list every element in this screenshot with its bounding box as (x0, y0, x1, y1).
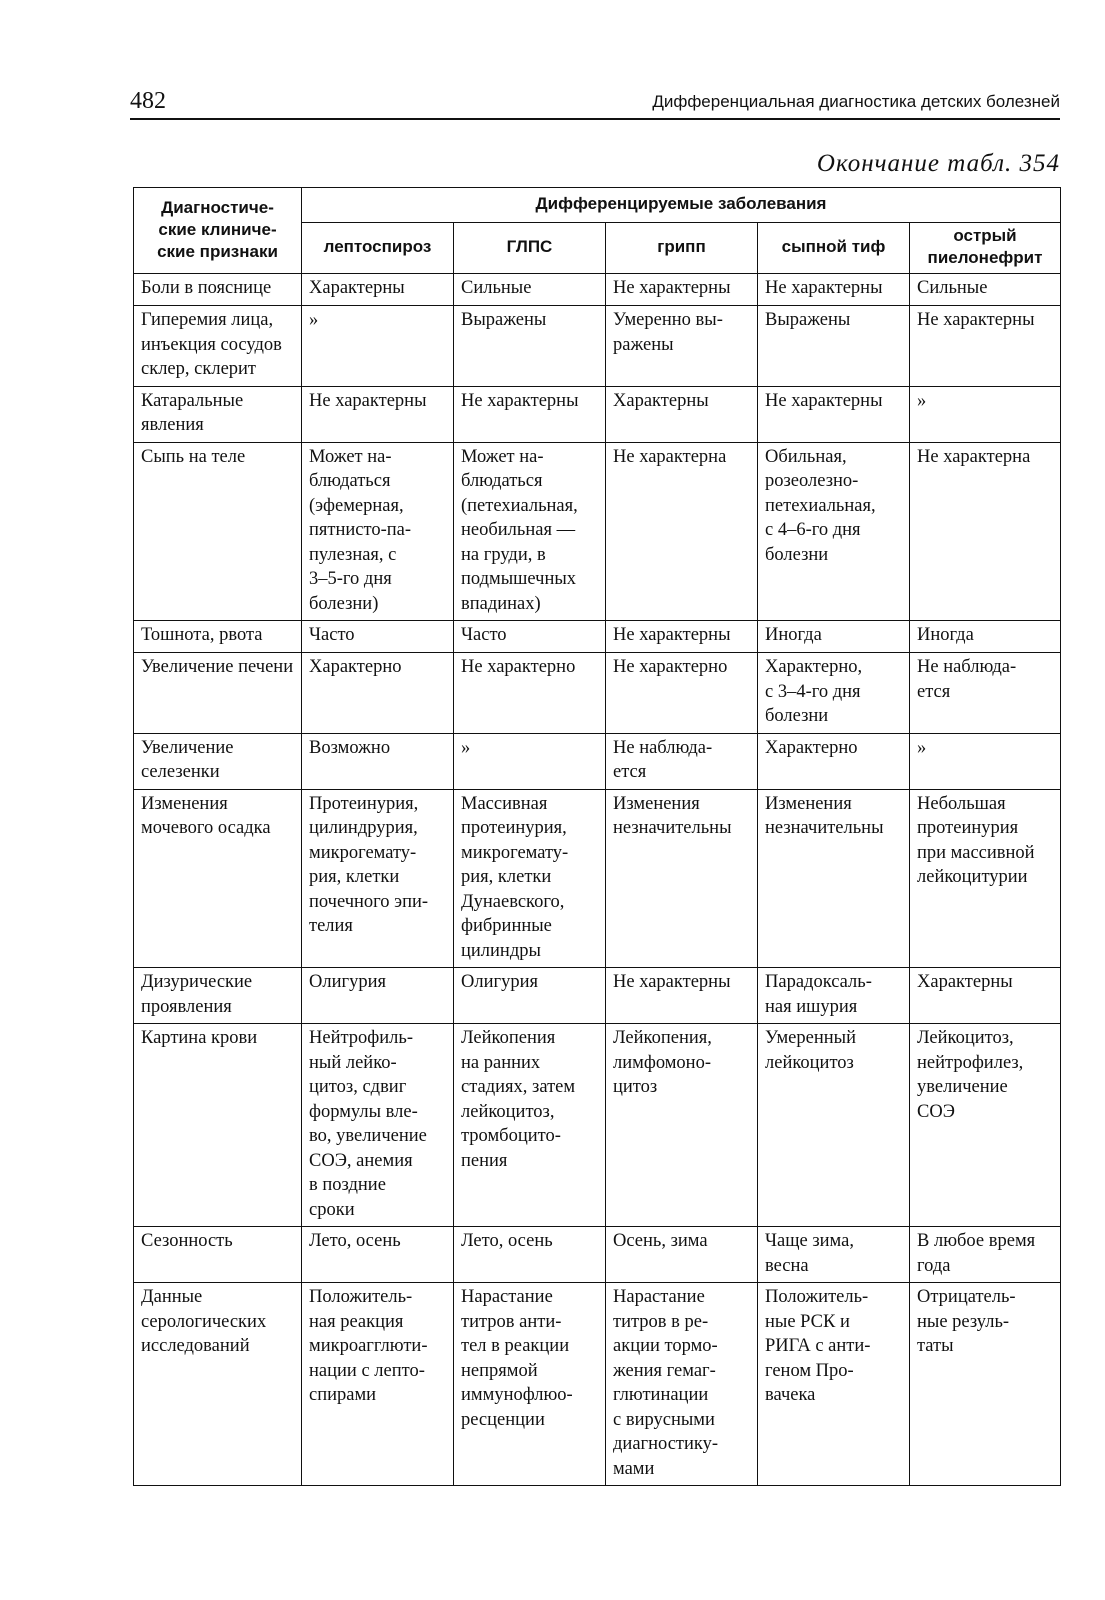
table-body (134, 274, 1061, 1486)
value-cell: Лето, осень (454, 1227, 606, 1283)
value-cell: Изменения незначительны (758, 789, 910, 968)
table-row (134, 733, 1061, 789)
differential-table (133, 187, 1061, 1486)
sign-cell: Данные серологических исследований (134, 1283, 302, 1486)
value-cell: Характерны (910, 968, 1061, 1024)
value-cell: Возможно (302, 733, 454, 789)
sign-cell: Сыпь на теле (134, 442, 302, 621)
table-row (134, 1283, 1061, 1486)
sign-cell: Увеличение печени (134, 653, 302, 734)
sign-cell: Боли в пояснице (134, 274, 302, 306)
value-cell: Не характерны (454, 386, 606, 442)
value-cell: Лейкопения, лимфомоно- цитоз (606, 1024, 758, 1227)
value-cell: Положитель- ные РСК и РИГА с анти- геном Про- вачека (758, 1283, 910, 1486)
sign-cell: Катаральные явления (134, 386, 302, 442)
value-cell: Осень, зима (606, 1227, 758, 1283)
header-rule (130, 118, 1060, 120)
table-row (134, 386, 1061, 442)
value-cell: » (302, 306, 454, 387)
value-cell: Не наблюда- ется (606, 733, 758, 789)
header-disease: грипп (606, 223, 758, 274)
value-cell: Не характерно (454, 653, 606, 734)
value-cell: Лейкопения на ранних стадиях, затем лейкоцитоз, тромбоцито- пения (454, 1024, 606, 1227)
value-cell: Небольшая протеинурия при массивной лейкоцитурии (910, 789, 1061, 968)
header-disease: острый пиелонефрит (910, 223, 1061, 274)
value-cell: Отрицатель- ные резуль- таты (910, 1283, 1061, 1486)
value-cell: Часто (454, 621, 606, 653)
value-cell: Изменения незначительны (606, 789, 758, 968)
value-cell: Умеренно вы- ражены (606, 306, 758, 387)
value-cell: Не характерно (606, 653, 758, 734)
value-cell: Иногда (910, 621, 1061, 653)
value-cell: » (910, 733, 1061, 789)
running-title: Дифференциальная диагностика детских болезней (652, 92, 1060, 111)
page-number: 482 (130, 88, 166, 114)
value-cell: Чаще зима, весна (758, 1227, 910, 1283)
header-disease: ГЛПС (454, 223, 606, 274)
value-cell: » (454, 733, 606, 789)
value-cell: Положитель- ная реакция микроагглюти- нации с лепто- спирами (302, 1283, 454, 1486)
value-cell: Не характерны (606, 274, 758, 306)
table-row (134, 621, 1061, 653)
value-cell: Не характерна (606, 442, 758, 621)
value-cell: Лето, осень (302, 1227, 454, 1283)
value-cell: Не характерна (910, 442, 1061, 621)
value-cell: Может на- блюдаться (петехиальная, необильная — на груди, в подмышечных впадинах) (454, 442, 606, 621)
table-row (134, 1024, 1061, 1227)
value-cell: Характерно (302, 653, 454, 734)
value-cell: Нарастание титров в ре- акции тормо- жения гемаг- глютинации с вирусными диагностику- мами (606, 1283, 758, 1486)
page-header (130, 88, 1060, 120)
sign-cell: Картина крови (134, 1024, 302, 1227)
value-cell: В любое время года (910, 1227, 1061, 1283)
value-cell: Сильные (454, 274, 606, 306)
value-cell: Характерно, с 3–4-го дня болезни (758, 653, 910, 734)
table-row (134, 306, 1061, 387)
header-diseases-group: Дифференцируемые заболевания (302, 188, 1061, 223)
value-cell: Олигурия (454, 968, 606, 1024)
value-cell: Выражены (454, 306, 606, 387)
value-cell: Не характерны (606, 968, 758, 1024)
value-cell: Протеинурия, цилиндрурия, микрогемату- рия, клетки почечного эпи- телия (302, 789, 454, 968)
value-cell: Характерны (606, 386, 758, 442)
value-cell: Нарастание титров анти- тел в реакции непрямой иммунофлюо- ресценции (454, 1283, 606, 1486)
sign-cell: Гиперемия лица, инъекция сосудов склер, склерит (134, 306, 302, 387)
value-cell: Часто (302, 621, 454, 653)
sign-cell: Дизурические проявления (134, 968, 302, 1024)
table-row (134, 789, 1061, 968)
value-cell: Не характерны (606, 621, 758, 653)
value-cell: Парадоксаль- ная ишурия (758, 968, 910, 1024)
value-cell: Не характерны (758, 274, 910, 306)
value-cell: » (910, 386, 1061, 442)
value-cell: Умеренный лейкоцитоз (758, 1024, 910, 1227)
value-cell: Не наблюда- ется (910, 653, 1061, 734)
value-cell: Лейкоцитоз, нейтрофилез, увеличение СОЭ (910, 1024, 1061, 1227)
value-cell: Характерно (758, 733, 910, 789)
table-row (134, 1227, 1061, 1283)
value-cell: Олигурия (302, 968, 454, 1024)
value-cell: Массивная протеинурия, микрогемату- рия, клетки Дунаевского, фибринные цилиндры (454, 789, 606, 968)
value-cell: Не характерны (302, 386, 454, 442)
value-cell: Характерны (302, 274, 454, 306)
value-cell: Иногда (758, 621, 910, 653)
table-row (134, 968, 1061, 1024)
header-disease: лептоспироз (302, 223, 454, 274)
header-disease: сыпной тиф (758, 223, 910, 274)
value-cell: Сильные (910, 274, 1061, 306)
sign-cell: Увеличение селезенки (134, 733, 302, 789)
value-cell: Может на- блюдаться (эфемерная, пятнисто-па- пулезная, с 3–5-го дня болезни) (302, 442, 454, 621)
header-signs: Диагностиче- ские клиниче- ские признаки (134, 188, 302, 274)
value-cell: Нейтрофиль- ный лейко- цитоз, сдвиг формулы вле- во, увеличение СОЭ, анемия в поздние сроки (302, 1024, 454, 1227)
value-cell: Обильная, розеолезно- петехиальная, с 4–6-го дня болезни (758, 442, 910, 621)
table-row (134, 442, 1061, 621)
value-cell: Выражены (758, 306, 910, 387)
table-caption: Окончание табл. 354 (816, 150, 1060, 177)
table-row (134, 274, 1061, 306)
sign-cell: Сезонность (134, 1227, 302, 1283)
table-row (134, 653, 1061, 734)
sign-cell: Изменения мочевого осадка (134, 789, 302, 968)
value-cell: Не характерны (910, 306, 1061, 387)
sign-cell: Тошнота, рвота (134, 621, 302, 653)
value-cell: Не характерны (758, 386, 910, 442)
